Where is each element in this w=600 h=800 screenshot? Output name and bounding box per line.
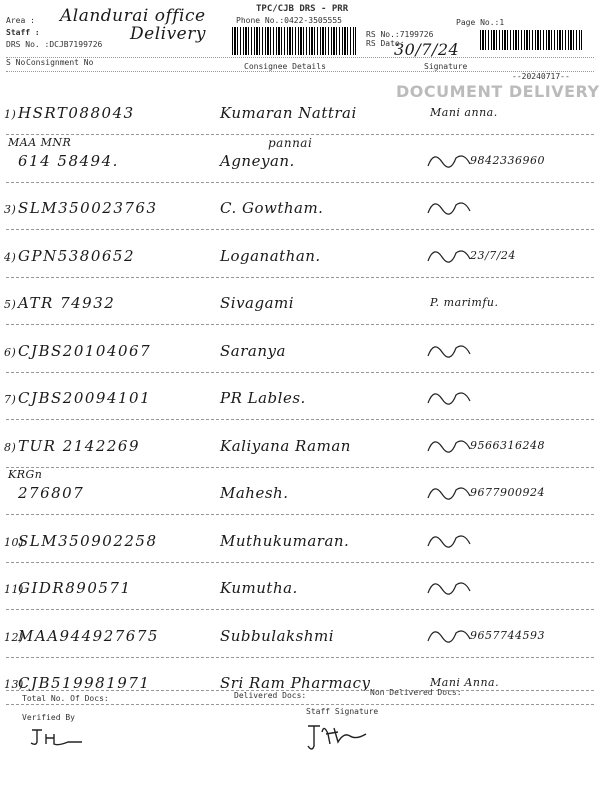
- serial-number: 4): [4, 250, 17, 264]
- consignment-row: [0, 522, 600, 574]
- consignment-prefix: MAA MNR: [8, 135, 72, 149]
- consignment-number: MAA944927675: [18, 626, 159, 645]
- serial-number: 6): [4, 345, 17, 359]
- barcode-image: [232, 27, 356, 55]
- consignee-name: Saranya: [220, 341, 286, 360]
- document-delivery-stamp: DOCUMENT DELIVERY: [396, 82, 600, 101]
- signature-text: 9677900924: [470, 486, 545, 499]
- consignment-number: HSRT088043: [18, 104, 135, 122]
- signature-text: 9566316248: [470, 438, 545, 452]
- signature-text: 23/7/24: [470, 248, 516, 262]
- rs-date-value: 30/7/24: [394, 40, 460, 59]
- consignment-number: 276807: [18, 484, 85, 502]
- consignment-row: [0, 468, 600, 526]
- document-title: TPC/CJB DRS - PRR: [256, 4, 349, 14]
- consignment-number: ATR 74932: [18, 294, 116, 312]
- serial-number: 10): [4, 535, 24, 549]
- signature-scribble-image: [424, 621, 474, 651]
- consignment-row: [0, 135, 600, 194]
- signature-text: Mani anna.: [430, 106, 498, 119]
- consignee-note: pannai: [268, 135, 313, 150]
- rs-date-label: RS Date:: [366, 39, 405, 48]
- serial-number: 3): [4, 203, 17, 216]
- serial-number: 12): [4, 630, 24, 644]
- column-consignment: Consignment No: [26, 58, 94, 67]
- signature-text: 9657744593: [470, 628, 545, 642]
- date-code: --20240717--: [512, 72, 570, 81]
- consignee-name: Loganathan.: [220, 246, 321, 265]
- row-divider: [6, 372, 594, 373]
- row-divider: [6, 182, 594, 183]
- consignee-name: Subbulakshmi: [220, 626, 335, 645]
- consignment-row: [0, 379, 600, 431]
- page-barcode-image: [480, 30, 582, 50]
- consignee-name: Kumutha.: [220, 579, 298, 597]
- consignment-number: GPN5380652: [18, 246, 136, 265]
- total-docs-label: Total No. Of Docs:: [22, 694, 109, 703]
- consignee-name: Kumaran Nattrai: [220, 104, 357, 122]
- consignment-row: [0, 284, 600, 336]
- signature-scribble-image: [424, 146, 474, 176]
- row-divider: [6, 324, 594, 325]
- consignee-name: Muthukumaran.: [220, 531, 350, 550]
- column-signature: Signature: [424, 62, 468, 71]
- serial-number: 7): [4, 393, 17, 406]
- column-divider: [6, 71, 594, 72]
- row-divider: [6, 514, 594, 515]
- consignment-number: SLM350902258: [18, 531, 158, 550]
- row-divider: [6, 277, 594, 278]
- consignment-number: SLM350023763: [18, 199, 158, 217]
- drs-number: DRS No. :DCJB7199726: [6, 40, 103, 49]
- consignment-row: [0, 332, 600, 384]
- signature-scribble-image: [424, 478, 474, 508]
- signature-scribble-image: [424, 383, 474, 413]
- area-value: Alandurai office: [60, 6, 206, 26]
- consignee-name: Sivagami: [220, 294, 295, 312]
- row-divider: [6, 704, 594, 705]
- serial-number: 11): [4, 583, 24, 596]
- row-divider: [6, 562, 594, 563]
- signature-text: 9842336960: [470, 153, 545, 167]
- consignee-name: Sri Ram Pharmacy: [220, 674, 371, 692]
- consignment-row: [0, 237, 600, 289]
- verified-by-label: Verified By: [22, 713, 75, 722]
- consignment-number: 614 58494.: [18, 151, 119, 170]
- page-number: Page No.:1: [456, 18, 505, 27]
- consignee-name: PR Lables.: [220, 389, 306, 407]
- area-label: Area :: [6, 16, 35, 25]
- header-divider: [6, 57, 594, 58]
- consignment-row: [0, 427, 600, 479]
- delivered-docs-label: Delivered Docs:: [234, 691, 307, 700]
- consignment-number: TUR 2142269: [18, 436, 141, 455]
- signature-scribble-image: [424, 193, 474, 223]
- serial-number: 5): [4, 298, 17, 311]
- row-divider: [6, 229, 594, 230]
- consignment-number: CJBS20094101: [18, 389, 152, 407]
- signature-scribble-image: [424, 241, 474, 271]
- consignee-name: Agneyan.: [220, 151, 295, 170]
- row-divider: [6, 419, 594, 420]
- staff-signature-label: Staff Signature: [306, 707, 379, 716]
- column-sno: S No: [6, 58, 26, 67]
- signature-text: P. marimfu.: [430, 296, 499, 309]
- signature-text: Mani Anna.: [430, 676, 500, 689]
- phone-number: Phone No.:0422-3505555: [236, 16, 342, 25]
- consignment-row: [0, 617, 600, 669]
- serial-number: 8): [4, 440, 17, 454]
- staff-value: Delivery: [130, 24, 206, 44]
- staff-label: Staff :: [6, 28, 40, 37]
- consignment-number: CJBS20104067: [18, 341, 152, 360]
- rs-number: RS No.:7199726: [366, 30, 434, 39]
- serial-number: 1): [4, 108, 17, 121]
- consignee-name: Mahesh.: [220, 484, 289, 502]
- consignment-row: [0, 569, 600, 621]
- column-consignee: Consignee Details: [244, 62, 326, 71]
- consignment-number: GIDR890571: [18, 579, 132, 597]
- consignment-prefix: KRGn: [8, 468, 43, 481]
- row-divider: [6, 657, 594, 658]
- signature-scribble-image: [424, 336, 474, 366]
- non-delivered-docs-label: Non Delivered Docs:: [370, 688, 462, 697]
- staff-signature-image: [304, 720, 374, 754]
- signature-scribble-image: [424, 431, 474, 461]
- consignee-name: C. Gowtham.: [220, 199, 324, 217]
- signature-scribble-image: [424, 526, 474, 556]
- serial-number: 13): [4, 678, 24, 691]
- row-divider: [6, 609, 594, 610]
- consignment-number: CJB519981971: [18, 674, 151, 692]
- signature-scribble-image: [424, 573, 474, 603]
- verifier-signature-image: [28, 724, 88, 748]
- consignee-name: Kaliyana Raman: [220, 436, 351, 455]
- consignment-row: [0, 189, 600, 241]
- row-divider: [6, 467, 594, 468]
